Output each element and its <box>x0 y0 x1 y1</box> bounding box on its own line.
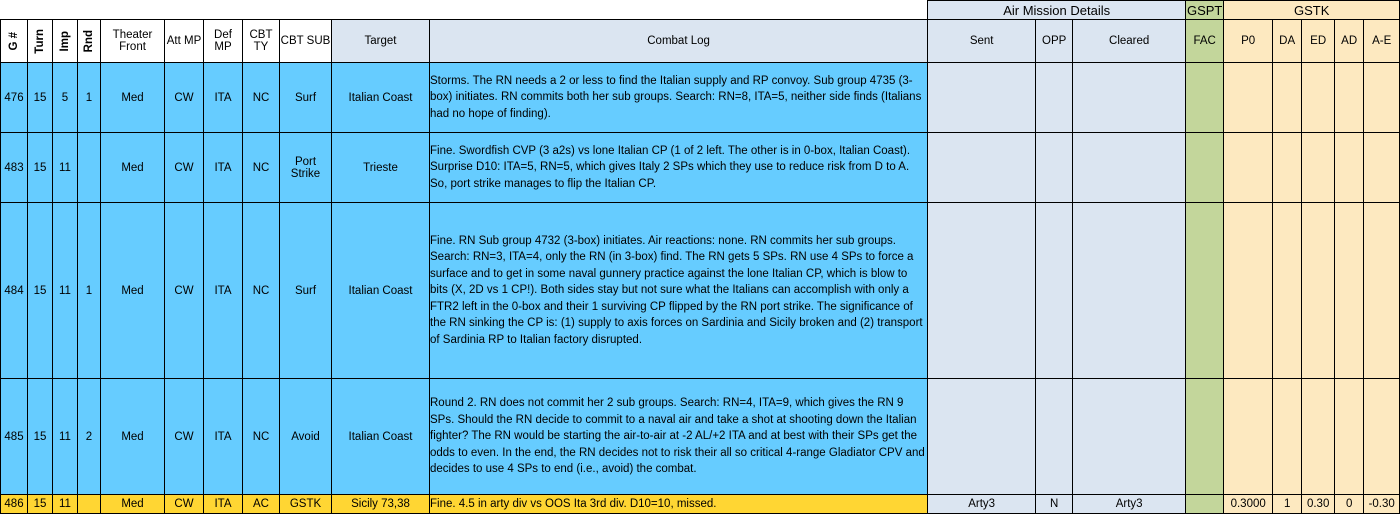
cell-cbt-sub: Surf <box>280 63 332 133</box>
cell-ae: -0.30 <box>1364 495 1400 514</box>
cell-sent <box>928 133 1036 203</box>
cell-p0 <box>1224 203 1273 379</box>
cell-rnd <box>78 133 101 203</box>
cell-turn: 15 <box>28 495 53 514</box>
col-header-turn <box>28 20 53 63</box>
col-header-def-mp: Def MP <box>204 20 243 63</box>
cell-turn: 15 <box>28 63 53 133</box>
cell-cbt-ty: AC <box>243 495 280 514</box>
table-row[interactable] <box>1 379 1400 495</box>
cell-att-mp: CW <box>165 203 204 379</box>
cell-p0 <box>1224 379 1273 495</box>
cell-rnd: 1 <box>78 203 101 379</box>
col-header-gnum-label: G # <box>8 31 20 51</box>
cell-cbt-ty: NC <box>243 203 280 379</box>
cell-opp: N <box>1036 495 1073 514</box>
cell-fac <box>1186 133 1224 203</box>
cell-ad: 0 <box>1335 495 1364 514</box>
cell-gnum: 476 <box>1 63 28 133</box>
cell-da <box>1273 63 1302 133</box>
cell-sent <box>928 203 1036 379</box>
cell-cbt-ty: NC <box>243 379 280 495</box>
cell-att-mp: CW <box>165 63 204 133</box>
cell-theater: Med <box>101 63 165 133</box>
cell-gnum: 485 <box>1 379 28 495</box>
group-header-gspt: GSPT <box>1186 2 1223 18</box>
cell-ed <box>1302 133 1335 203</box>
col-header-cleared: Cleared <box>1073 20 1186 63</box>
cell-ad <box>1335 379 1364 495</box>
cell-def-mp: ITA <box>204 133 243 203</box>
cell-cbt-ty: NC <box>243 63 280 133</box>
col-header-ed: ED <box>1302 20 1335 63</box>
cell-theater: Med <box>101 379 165 495</box>
group-header-row <box>1 1 1400 20</box>
cell-ae <box>1364 133 1400 203</box>
cell-fac <box>1186 203 1224 379</box>
cell-target: Italian Coast <box>332 379 430 495</box>
cell-gnum: 486 <box>1 495 28 514</box>
cell-combat-log: Round 2. RN does not commit her 2 sub groups. Search: RN=4, ITA=9, which gives the RN 9 SPs. Should the RN decide to commit to a naval air and take a shot at shooting down the Italian fighter? The RN would be starting the air-to-air at -2 AL/+2 ITA and at best with their SPs get the odds to even. In the end, the RN decides not to risk their all so critical 4-range Gladiator CPV and decides to use 4 SPs to end (i.e., avoid) the combat. <box>430 379 928 495</box>
cell-sent: Arty3 <box>928 495 1036 514</box>
col-header-p0: P0 <box>1224 20 1273 63</box>
col-header-imp <box>53 20 78 63</box>
cell-cleared <box>1073 203 1186 379</box>
cell-target: Italian Coast <box>332 203 430 379</box>
cell-ae <box>1364 203 1400 379</box>
cell-cleared <box>1073 63 1186 133</box>
cell-da <box>1273 203 1302 379</box>
col-header-da: DA <box>1273 20 1302 63</box>
col-header-imp-label: Imp <box>59 30 71 52</box>
cell-cbt-sub: Avoid <box>280 379 332 495</box>
cell-def-mp: ITA <box>204 203 243 379</box>
col-header-ae: A-E <box>1364 20 1400 63</box>
cell-imp: 5 <box>53 63 78 133</box>
col-header-fac: FAC <box>1186 20 1224 63</box>
cell-ed: 0.30 <box>1302 495 1335 514</box>
cell-cbt-sub: GSTK <box>280 495 332 514</box>
cell-def-mp: ITA <box>204 495 243 514</box>
cell-turn: 15 <box>28 133 53 203</box>
cell-fac <box>1186 495 1224 514</box>
cell-opp <box>1036 63 1073 133</box>
col-header-rnd <box>78 20 101 63</box>
cell-cleared <box>1073 133 1186 203</box>
column-header-row <box>1 20 1400 63</box>
cell-fac <box>1186 63 1224 133</box>
cell-imp: 11 <box>53 495 78 514</box>
cell-gnum: 484 <box>1 203 28 379</box>
cell-combat-log: Fine. RN Sub group 4732 (3-box) initiates. Air reactions: none. RN commits her sub groups. Search: RN=3, ITA=4, only the RN (in 3-box) find. The RN gets 5 SPs. RN use 4 SPs to force a surface and to get in some naval gunnery practice against the lone Italian CP, which is blow to bits (X, 2D vs 1 CP!). Both sides stay but not sure what the Italians can accomplish with only a FTR2 left in the 0-box and their 1 surviving CP flipped by the RN port strike. The significance of the RN sinking the CP is: (1) supply to axis forces on Sardinia and Sicily broken and (2) transport of Sardinia RP to Italian factory disrupted. <box>430 203 928 379</box>
cell-imp: 11 <box>53 133 78 203</box>
cell-ed <box>1302 379 1335 495</box>
cell-combat-log: Fine. Swordfish CVP (3 a2s) vs lone Italian CP (1 of 2 left. The other is in 0-box, Italian Coast). Surprise D10: ITA=5, RN=5, which gives Italy 2 SPs which they use to reduce risk from D to A. So, port strike manages to flip the Italian CP. <box>430 133 928 203</box>
col-header-opp: OPP <box>1036 20 1073 63</box>
col-header-gnum <box>1 20 28 63</box>
cell-ae <box>1364 379 1400 495</box>
cell-cbt-ty: NC <box>243 133 280 203</box>
cell-att-mp: CW <box>165 133 204 203</box>
cell-sent <box>928 63 1036 133</box>
col-header-theater: Theater Front <box>101 20 165 63</box>
cell-imp: 11 <box>53 203 78 379</box>
table-row[interactable] <box>1 203 1400 379</box>
cell-target: Italian Coast <box>332 63 430 133</box>
col-header-rnd-label: Rnd <box>83 29 95 53</box>
table-row[interactable] <box>1 63 1400 133</box>
cell-p0 <box>1224 63 1273 133</box>
table-row-highlighted[interactable] <box>1 495 1400 514</box>
cell-combat-log: Storms. The RN needs a 2 or less to find the Italian supply and RP convoy. Sub group 4735 (3-box) initiates. RN commits both her sub groups. Search: RN=8, ITA=5, neither side finds (Italians had no hope of finding). <box>430 63 928 133</box>
cell-ae <box>1364 63 1400 133</box>
col-header-target: Target <box>332 20 430 63</box>
cell-cbt-sub: Port Strike <box>280 133 332 203</box>
col-header-sent: Sent <box>928 20 1036 63</box>
cell-def-mp: ITA <box>204 379 243 495</box>
cell-theater: Med <box>101 133 165 203</box>
cell-rnd: 2 <box>78 379 101 495</box>
cell-target: Sicily 73,38 <box>332 495 430 514</box>
cell-cbt-sub: Surf <box>280 203 332 379</box>
cell-imp: 11 <box>53 379 78 495</box>
cell-p0 <box>1224 133 1273 203</box>
cell-fac <box>1186 379 1224 495</box>
group-header-gstk: GSTK <box>1224 1 1400 20</box>
col-header-ad: AD <box>1335 20 1364 63</box>
cell-combat-log: Fine. 4.5 in arty div vs OOS Ita 3rd div. D10=10, missed. <box>430 495 928 514</box>
col-header-cbt-ty: CBT TY <box>243 20 280 63</box>
cell-ad <box>1335 63 1364 133</box>
cell-target: Trieste <box>332 133 430 203</box>
group-header-air-mission: Air Mission Details <box>928 1 1186 20</box>
col-header-att-mp: Att MP <box>165 20 204 63</box>
cell-da <box>1273 133 1302 203</box>
cell-cleared: Arty3 <box>1073 495 1186 514</box>
cell-def-mp: ITA <box>204 63 243 133</box>
cell-cleared <box>1073 379 1186 495</box>
group-header-spacer <box>1 1 928 20</box>
cell-opp <box>1036 379 1073 495</box>
cell-ad <box>1335 133 1364 203</box>
cell-att-mp: CW <box>165 379 204 495</box>
cell-theater: Med <box>101 495 165 514</box>
col-header-cbt-sub: CBT SUB <box>280 20 332 63</box>
cell-ad <box>1335 203 1364 379</box>
cell-ed <box>1302 63 1335 133</box>
cell-opp <box>1036 203 1073 379</box>
cell-da <box>1273 379 1302 495</box>
cell-sent <box>928 379 1036 495</box>
cell-theater: Med <box>101 203 165 379</box>
cell-turn: 15 <box>28 203 53 379</box>
cell-rnd: 1 <box>78 63 101 133</box>
cell-gnum: 483 <box>1 133 28 203</box>
cell-da: 1 <box>1273 495 1302 514</box>
cell-turn: 15 <box>28 379 53 495</box>
cell-ed <box>1302 203 1335 379</box>
table-row[interactable] <box>1 133 1400 203</box>
cell-opp <box>1036 133 1073 203</box>
col-header-combat-log: Combat Log <box>430 20 928 63</box>
cell-p0: 0.3000 <box>1224 495 1273 514</box>
cell-att-mp: CW <box>165 495 204 514</box>
cell-rnd <box>78 495 101 514</box>
col-header-turn-label: Turn <box>34 28 46 54</box>
